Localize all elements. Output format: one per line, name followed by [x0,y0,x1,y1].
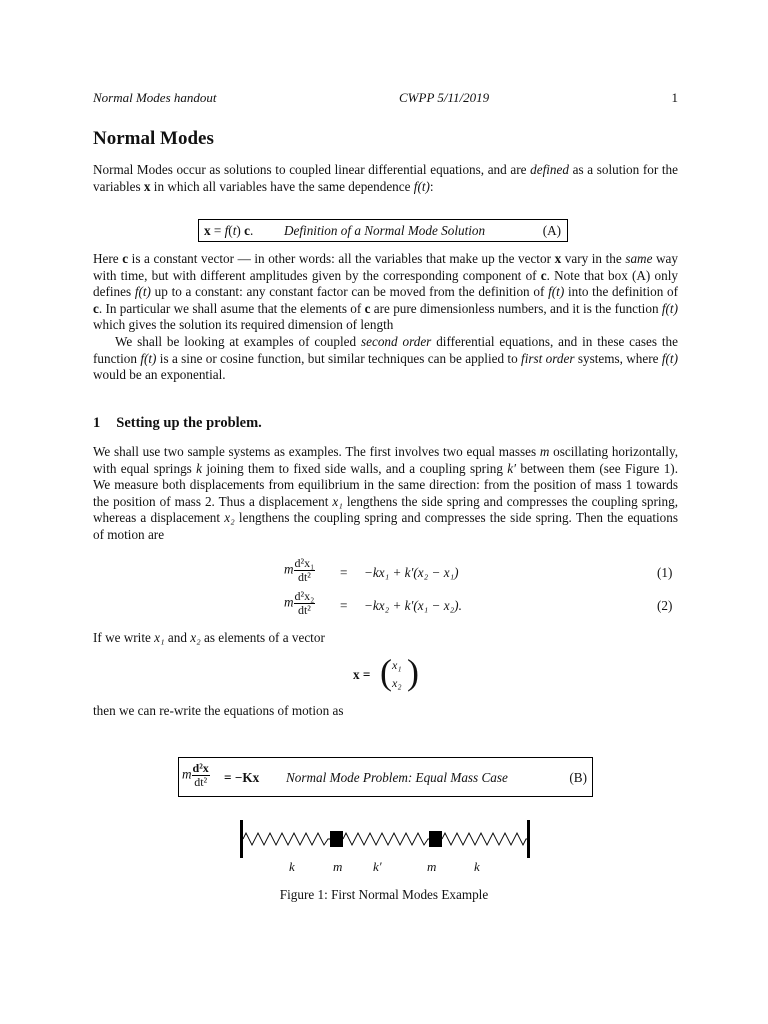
equation-1: m $\frac{\text{d²x₁}}{\text{dt²}}$ [284,556,315,584]
page-title: Normal Modes [93,128,214,149]
label-m-1: m [333,859,343,874]
box-b-rhs: = −Kx [224,770,260,785]
header-center: CWPP 5/11/2019 [399,90,490,105]
equation-2-tag: (2) [657,598,673,613]
vector-intro-text: If we write x₁ and x₂ as elements of a vector [93,630,325,645]
box-a-tag: (A) [542,223,561,238]
mass-1 [330,831,343,847]
equation-2: m $\frac{\text{d²x₂}}{\text{dt²}}$ [284,589,315,617]
spring-mass-figure [238,818,533,860]
equation-2-rhs: −kx₂ + k′(x₁ − x₂). [364,598,462,613]
definition-box-a [198,219,568,242]
label-m-2: m [427,859,437,874]
page-number: 1 [671,90,678,105]
left-wall [240,820,243,858]
rewrite-text: then we can re-write the equations of motion as [93,703,344,718]
header-left: Normal Modes handout [93,90,217,105]
section-heading: 1 Setting up the problem. [93,415,262,431]
mass-2 [429,831,442,847]
left-paren: ( [380,652,392,692]
explanation-paragraph: Here c is a constant vector — in other words: all the variables that make up the vector x vary in the same way with time, but with different amplitudes given by the corresponding component of c. Note that box (A) only defines f(t) up to a constant: any constant factor can be moved from the definition of f(t) into the definition of c. In particular we shall asume that the elements of c are pure dimensionless numbers, and it is the function f(t) which gives the solution its required dimension of length We shall be looking at examples of coupled second order differential equations, and in these cases the function f(t) is a sine or cosine function, but similar techniques can be applied to first order systems, where f(t) would be an exponential. [93,251,679,383]
label-k-prime: k′ [373,859,382,874]
box-a-description: Definition of a Normal Mode Solution [284,223,486,238]
box-b-tag: (B) [569,770,587,785]
equation-1-equals: = [340,565,348,580]
equation-2-equals: = [340,598,348,613]
label-k-right: k [474,859,480,874]
right-wall [527,820,530,858]
box-a-equation: x = f(t) c. [204,223,254,238]
setup-paragraph: We shall use two sample systems as examples. The first involves two equal masses m oscillating horizontally, with equal springs k joining them to fixed side walls, and a coupling spring k′ between them (see Figure 1). We measure both displacements from equilibrium in the same direction: from the position of mass 1 towards the position of mass 2. Thus a displacement x₁ lengthens the side spring and compresses the coupling spring, whereas a displacement x₂ lengthens the coupling spring and compresses the side spring. Then the equations of motion are [93,444,679,542]
right-spring [442,833,527,845]
problem-box-b: m $\frac{\text{d²x}}{\text{dt²}}$ = −Kx Normal Mode Problem: Equal Mass Case (B) [178,757,593,797]
coupling-spring [343,833,429,845]
intro-paragraph: Normal Modes occur as solutions to coupled linear differential equations, and are defined as a solution for the variables x in which all variables have the same dependence f(t): [93,162,678,194]
second-order-paragraph: We shall be looking at examples of coupled second order differential equations, and in these cases the function f(t) is a sine or cosine function, but similar techniques can be applied to first order systems, where f(t) would be an exponential. [93,333,679,383]
figure-caption: Figure 1: First Normal Modes Example [279,887,489,902]
equation-1-tag: (1) [657,565,673,580]
right-paren: ) [407,652,419,692]
label-k-left: k [289,859,295,874]
box-b-description: Normal Mode Problem: Equal Mass Case [286,770,508,785]
left-spring [243,833,330,845]
equation-1-rhs: −kx₁ + k′(x₂ − x₁) [364,565,459,580]
